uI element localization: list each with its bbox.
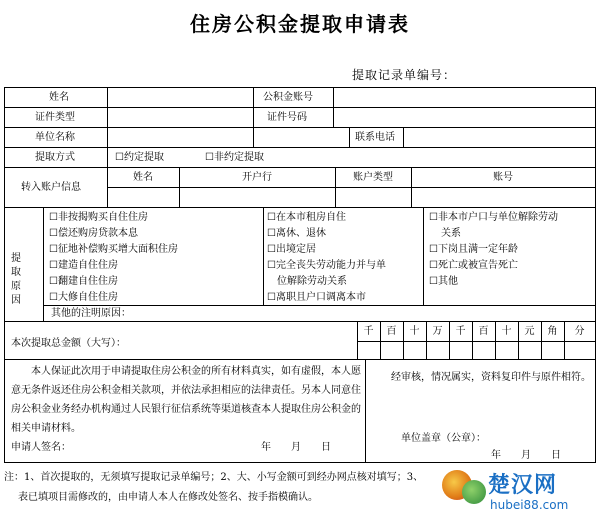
- declaration-text: 本人保证此次用于申请提取住房公积金的所有材料真实，如有虚假，本人愿意无条件返还住房公积金相关款项，并依法承担相应的法律责任。另本人同意住房公积金业务经办机构通过人民银行征信系统等渠道核查本人提取住房公积金的相关申请材料。: [11, 366, 361, 434]
- reason-option[interactable]: ☐偿还购房贷款本息: [49, 228, 138, 239]
- id-type-field[interactable]: [111, 109, 251, 126]
- reason-option[interactable]: ☐非按揭购买自住住房: [49, 212, 148, 223]
- amount-unit: 千: [363, 326, 374, 337]
- applicant-signature-label: 申请人签名：: [11, 442, 71, 453]
- application-form: [4, 87, 596, 463]
- amount-unit: 分: [574, 326, 585, 337]
- amount-words-field[interactable]: [155, 328, 351, 354]
- unit-name-label: 单位名称: [35, 132, 75, 143]
- col-bank-header: 开户行: [242, 172, 272, 183]
- col-account-type-header: 账户类型: [353, 172, 393, 183]
- amount-unit: 千: [455, 326, 466, 337]
- reason-option-continued: 位解除劳动关系: [277, 276, 347, 287]
- logo-emblem-icon: [462, 480, 486, 504]
- amount-unit: 元: [524, 326, 535, 337]
- review-text: 经审核，情况属实，资料复印件与原件相符。: [391, 372, 591, 383]
- unit-seal-label: 单位盖章（公章）：: [401, 433, 486, 444]
- withdraw-method-label: 提取方式: [35, 152, 75, 163]
- amount-label: 本次提取总金额（大写）：: [11, 338, 126, 349]
- watermark-url: hubei88.com: [490, 498, 569, 512]
- amount-unit: 十: [409, 326, 420, 337]
- id-number-label: 证件号码: [267, 112, 307, 123]
- phone-label: 联系电话: [355, 132, 395, 143]
- reason-option-continued: 关系: [441, 228, 461, 239]
- form-title: 住房公积金提取申请表: [190, 12, 410, 36]
- reason-option[interactable]: ☐征地补偿购买增大面积住房: [49, 244, 178, 255]
- amount-unit: 百: [386, 326, 397, 337]
- other-reason-label: 其他的注明原因：: [51, 308, 131, 319]
- transfer-account-label: 转入账户信息: [21, 182, 81, 193]
- phone-field[interactable]: [407, 129, 593, 146]
- name-label: 姓名: [49, 92, 69, 103]
- id-number-field[interactable]: [337, 109, 593, 126]
- amount-unit: 角: [547, 326, 558, 337]
- reason-option[interactable]: ☐下岗且满一定年龄: [429, 244, 518, 255]
- col-account-no-header: 账号: [493, 172, 513, 183]
- footnote-line-2: 表已填项目需修改的，由申请人本人在修改处签名、按手指模确认。: [18, 492, 318, 503]
- non-agreed-withdraw-checkbox[interactable]: ☐非约定提取: [205, 152, 264, 163]
- reason-option[interactable]: ☐在本市租房自住: [267, 212, 346, 223]
- amount-unit: 万: [432, 326, 443, 337]
- watermark-brand: 楚汉网: [488, 473, 558, 498]
- applicant-date: 年 月 日: [261, 442, 331, 453]
- agreed-withdraw-checkbox[interactable]: ☐约定提取: [115, 152, 164, 163]
- reason-label: 提取原因: [11, 253, 23, 306]
- reason-option[interactable]: ☐翻建自住住房: [49, 276, 118, 287]
- name-field[interactable]: [111, 89, 251, 106]
- other-reason-field[interactable]: [155, 306, 591, 320]
- reason-option[interactable]: ☐其他: [429, 276, 458, 287]
- col-name-header: 姓名: [133, 172, 153, 183]
- footnote-line-1: 注：1、首次提取的，无须填写提取记录单编号；2、大、小写金额可到经办网点核对填写；3、: [4, 472, 424, 483]
- review-date: 年 月 日: [491, 450, 561, 461]
- record-number-label: 提取记录单编号：: [352, 68, 457, 82]
- site-watermark-logo: [440, 468, 600, 520]
- reason-option[interactable]: ☐死亡或被宣告死亡: [429, 260, 518, 271]
- amount-unit: 十: [501, 326, 512, 337]
- reason-option[interactable]: ☐完全丧失劳动能力并与单: [267, 260, 386, 271]
- reason-option[interactable]: ☐离休、退休: [267, 228, 326, 239]
- reason-option[interactable]: ☐非本市户口与单位解除劳动: [429, 212, 558, 223]
- reason-option[interactable]: ☐大修自住住房: [49, 292, 118, 303]
- id-type-label: 证件类型: [35, 112, 75, 123]
- reason-option[interactable]: ☐出境定居: [267, 244, 316, 255]
- account-label: 公积金账号: [263, 92, 313, 103]
- reason-option[interactable]: ☐建造自住住房: [49, 260, 118, 271]
- account-field[interactable]: [337, 89, 593, 106]
- amount-unit: 百: [478, 326, 489, 337]
- unit-name-field[interactable]: [111, 129, 347, 146]
- reason-option[interactable]: ☐离职且户口调离本市: [267, 292, 366, 303]
